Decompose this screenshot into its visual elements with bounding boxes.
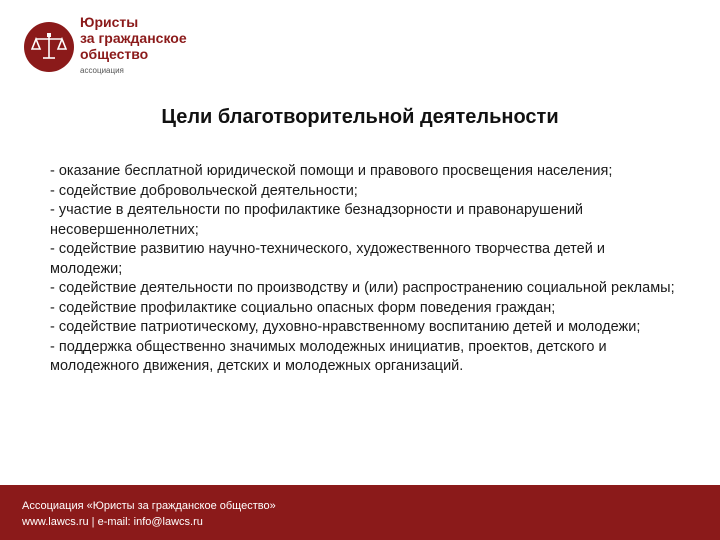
list-item: - участие в деятельности по профилактике безнадзорности и правонарушений несовершеннолетних;	[50, 202, 584, 238]
footer	[0, 485, 720, 540]
logo-line-1: Юристы	[80, 14, 139, 30]
list-item: - содействие профилактике социально опасных форм поведения граждан;	[50, 299, 556, 316]
footer-organization: Ассоциация «Юристы за гражданское общество»	[22, 500, 276, 512]
list-item: - содействие развитию научно-технического, художественного творчества детей и молодежи;	[50, 241, 605, 277]
list-item: - содействие добровольческой деятельности;	[50, 182, 358, 199]
list-item: - оказание бесплатной юридической помощи и правового просвещения населения;	[50, 163, 613, 179]
footer-contacts: www.lawcs.ru | e-mail: info@lawcs.ru	[22, 516, 203, 528]
scales-icon	[24, 22, 74, 72]
logo-subtitle: ассоциация	[80, 66, 124, 75]
goals-list	[50, 162, 680, 377]
list-item: - содействие деятельности по производству и (или) распространению социальной рекламы;	[50, 280, 675, 296]
list-item: - содействие патриотическому, духовно-нравственному воспитанию детей и молодежи;	[50, 319, 641, 335]
logo-text	[80, 14, 187, 79]
page-title: Цели благотворительной деятельности	[161, 106, 559, 128]
logo-line-2: за гражданское	[80, 30, 187, 46]
list-item: - поддержка общественно значимых молодежных инициатив, проектов, детского и молодежного движения, детских и молодежных организаций.	[50, 338, 607, 374]
logo	[24, 14, 187, 79]
logo-line-3: общество	[80, 46, 149, 62]
